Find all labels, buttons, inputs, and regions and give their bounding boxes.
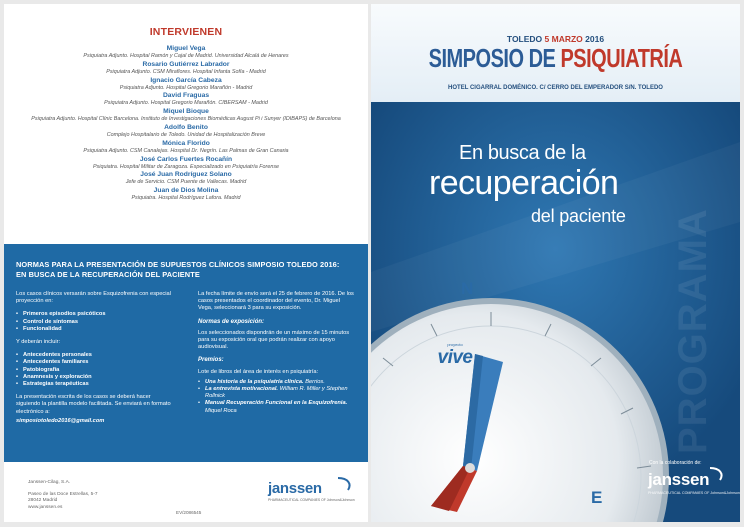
company-name: Janssen-Cilag, S.A. (28, 480, 71, 485)
list-item: • Antecedentes familiares (16, 359, 171, 366)
focus-list (16, 311, 171, 333)
speaker-name: Mónica Florido (162, 139, 210, 147)
speaker-entry (4, 187, 368, 202)
rules-intro: Los casos clínicos versarán sobre Esquizofrenia con especial proyección en: (16, 291, 171, 305)
headline-line1: En busca de la (459, 142, 586, 164)
list-item: • Estrategias terapéuticas (16, 381, 171, 388)
prize-item (198, 379, 356, 386)
list-item: • Patobiografía (16, 367, 171, 374)
speaker-role: Psiquiatra Adjunto. Hospital Clínic Barcelona. Instituto de Investigaciones Biomédicas August Pi i Sunyer (IDIBAPS) de Barcelona (31, 116, 341, 123)
include-list (16, 352, 171, 388)
prize-item (198, 400, 356, 414)
speaker-name: Juan de Dios Molina (153, 187, 219, 195)
list-item: • Control de síntomas (16, 319, 171, 326)
date-prefix: TOLEDO (506, 34, 543, 44)
title-part1: SIMPOSIO DE (428, 45, 556, 74)
speaker-entry (4, 108, 368, 123)
date-year: 2016 (585, 34, 605, 44)
reference-code: EV/2086545 (176, 510, 202, 515)
rules-panel (4, 244, 368, 462)
speaker-role: Psiquiatra Adjunto. Hospital Gregorio Marañón - Madrid (119, 84, 253, 91)
submission-text: La presentación escrita de los casos se deberá hacer siguiendo la plantilla modelo facilitada. Se enviará en formato electrónico a: (16, 394, 171, 415)
event-date (371, 34, 740, 44)
speaker-entry (4, 140, 368, 155)
speaker-role: Psiquiatra. Hospital Militar de Zaragoza. Especializado en Psiquiatría Forense (92, 163, 280, 170)
badge-big-text: vive (437, 347, 473, 368)
prize-author: Miquel Roca (205, 407, 237, 414)
speaker-entry (4, 45, 368, 60)
prizes-heading: Premios: (198, 357, 224, 364)
janssen-wordmark: janssen (268, 480, 322, 497)
cover-janssen-wordmark: janssen (648, 470, 710, 489)
company-address (28, 480, 98, 511)
event-venue: HOTEL CIGARRAL DOMÉNICO. C/ CERRO DEL EMPERADOR S/N. TOLEDO (448, 85, 663, 91)
prize-item (198, 386, 356, 400)
speaker-entry (4, 156, 368, 171)
address-line2: 28042 Madrid (28, 498, 58, 504)
list-item: • Funcionalidad (16, 326, 171, 333)
programa-watermark: PROGRAMA (671, 208, 715, 454)
headline-line2: recuperación (429, 164, 619, 202)
title-part2: PSIQUIATRÍA (560, 45, 683, 74)
rules-title (16, 260, 356, 279)
speaker-name: Rosario Gutiérrez Labrador (142, 60, 230, 68)
cover-janssen-logo (648, 470, 740, 495)
cover-header (371, 4, 740, 102)
exposition-text: Los seleccionados dispondrán de un máximo de 15 minutos para su exposición oral que podrán realizar con apoyo audiovisual. (198, 329, 350, 351)
speaker-name: José Juan Rodríguez Solano (140, 171, 232, 179)
collaboration-label: Con la colaboración de: (649, 460, 702, 466)
janssen-swoosh-icon (648, 466, 728, 490)
headline-line3: del paciente (531, 206, 626, 226)
deadline-text: La fecha límite de envío será el 25 de febrero de 2016. De los casos presentados el coordinador del evento, Dr. Miguel Vega, seleccionará 3 para su exposición. (198, 291, 354, 312)
prize-title: Manual Recuperación Funcional en la Esquizofrenia. (205, 400, 348, 407)
speaker-name: Ignacio García Cabeza (150, 76, 222, 84)
compass-label-n: N (461, 279, 474, 298)
exposition-heading: Normas de exposición: (198, 318, 265, 325)
janssen-logo (268, 480, 355, 502)
badge-small-text: proyecto (447, 342, 463, 347)
rules-column-left (16, 291, 171, 431)
date-accent: 5 MARZO (544, 34, 583, 44)
cover-janssen-subtext: PHARMACEUTICAL COMPANIES OF Johnson&Johnson (648, 491, 740, 495)
include-intro: Y deberán incluir: (16, 339, 61, 346)
prize-title: Una historia de la psiquiatría clínica. (205, 378, 304, 385)
speaker-entry (4, 77, 368, 92)
company-website[interactable]: www.janssen.es (28, 504, 63, 510)
speaker-name: Adolfo Benito (164, 123, 208, 131)
list-item: • Anamnesis y exploración (16, 374, 171, 381)
vive-badge (425, 342, 485, 369)
speaker-role: Psiquiatra Adjunto. CSM Canalejas. Hospital Dr. Negrín. Las Palmas de Gran Canaria (83, 147, 289, 154)
speaker-entry (4, 92, 368, 107)
speakers-section (4, 4, 368, 242)
speaker-role: Complejo Hospitalario de Toledo. Unidad de Hospitalización Breve (106, 131, 266, 138)
list-item: • Antecedentes personales (16, 352, 171, 359)
cover-leaf (371, 4, 740, 522)
compass-label-e: E (591, 488, 603, 507)
speaker-role: Psiquiatra Adjunto. Hospital Gregorio Marañón. CIBERSAM - Madrid (104, 100, 268, 107)
inner-leaf (4, 4, 368, 522)
speaker-role: Psiquiatra Adjunto. CSM Miraflores. Hospital Infanta Sofía - Madrid (106, 68, 266, 75)
address-line1: Paseo de las Doce Estrellas, 5-7 (28, 492, 98, 498)
janssen-swoosh-icon (268, 476, 354, 500)
speaker-name: Miguel Vega (166, 45, 206, 52)
list-item: • Primeros episodios psicóticos (16, 311, 171, 318)
rules-title-line1: NORMAS PARA LA PRESENTACIÓN DE SUPUESTOS CLÍNICOS SIMPOSIO TOLEDO 2016: (16, 260, 340, 269)
speakers-heading: INTERVIENEN (149, 26, 223, 38)
speaker-entry (4, 61, 368, 76)
speaker-name: David Fraguas (162, 92, 210, 100)
rules-title-line2: EN BUSCA DE LA RECUPERACIÓN DEL PACIENTE (16, 269, 200, 279)
back-footer (4, 462, 368, 522)
submission-email[interactable]: simposiotoledo2016@gmail.com (16, 417, 105, 424)
prizes-intro: Lote de libros del área de interés en psiquiatría: (198, 368, 319, 375)
speaker-role: Psiquiatra. Hospital Rodríguez Lafora. Madrid (131, 195, 241, 202)
speaker-entry (4, 124, 368, 139)
speaker-name: José Carlos Fuertes Rocañín (139, 155, 233, 163)
speaker-list (4, 45, 368, 202)
prize-author: William R. Miller y Stephen Rollnick (205, 386, 348, 400)
prize-author: Berrios. (305, 378, 325, 385)
speaker-name: Miquel Bioque (163, 108, 209, 116)
janssen-subtext: PHARMACEUTICAL COMPANIES OF Johnson&Johnson (268, 498, 355, 502)
prize-title: La entrevista motivacional. (205, 386, 279, 393)
prize-list (198, 379, 356, 415)
event-title (371, 45, 740, 75)
speaker-entry (4, 171, 368, 186)
compass-icon (371, 266, 671, 522)
rules-column-right (198, 291, 356, 421)
speaker-role: Psiquiatra Adjunto. Hospital Ramón y Cajal de Madrid. Universidad Alcalá de Henares (83, 53, 289, 59)
speaker-role: Jefe de Servicio. CSM Puente de Vallecas. Madrid (125, 179, 247, 186)
